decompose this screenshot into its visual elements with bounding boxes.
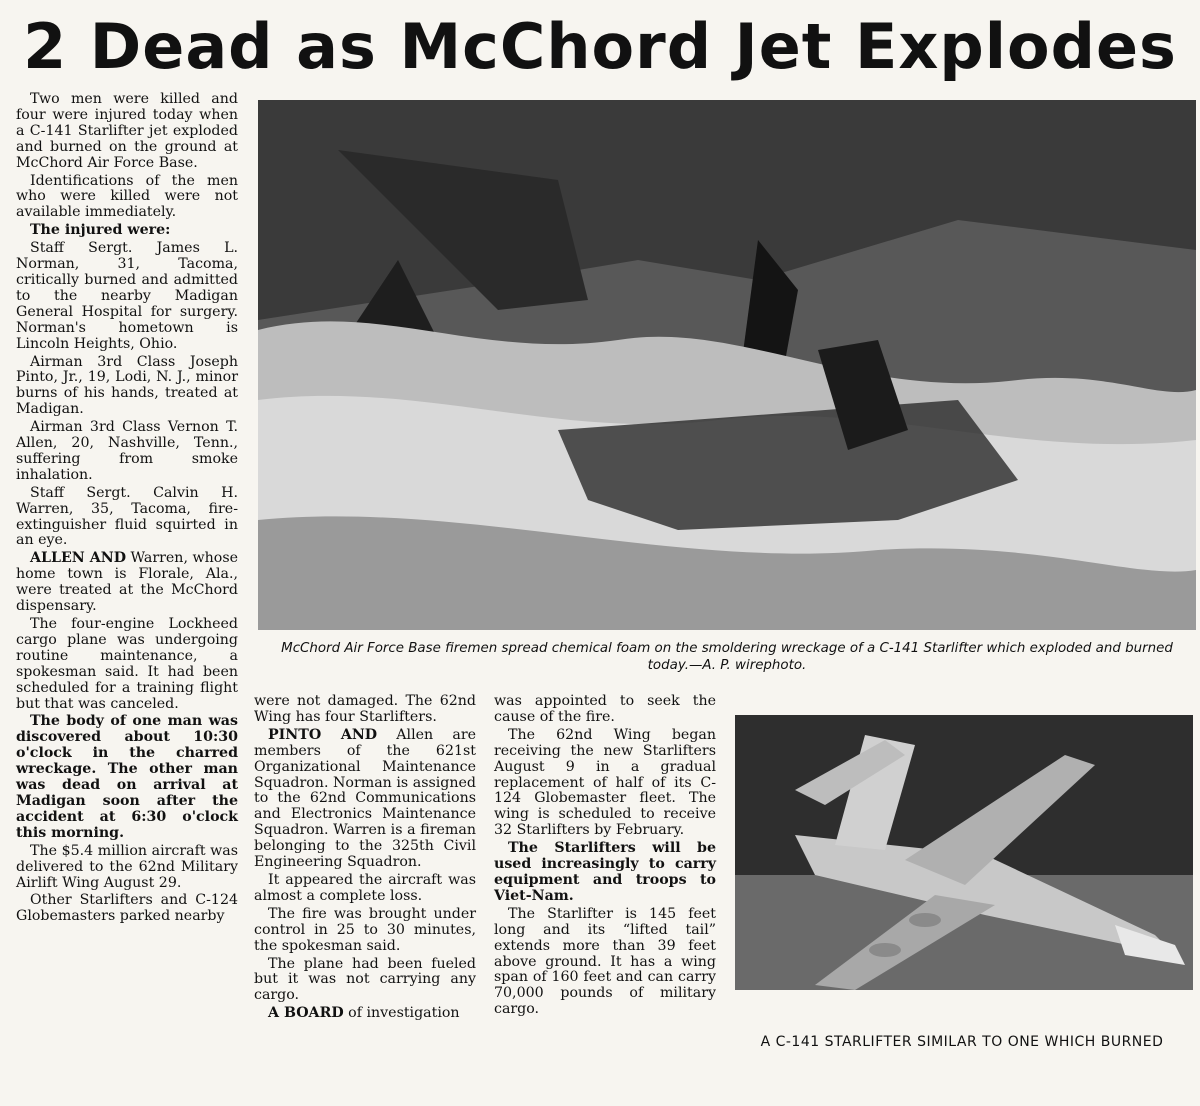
- article-column-3: [494, 694, 716, 1020]
- paragraph-text: of investigation: [343, 1005, 460, 1022]
- article-paragraph: [16, 486, 238, 550]
- paragraph-lead: ALLEN AND: [30, 550, 126, 567]
- paragraph-text: The Starlifters will be used increasingly to carry equipment and troops to Viet-Nam.: [494, 840, 716, 904]
- paragraph-text: were not damaged. The 62nd Wing has four Starlifters.: [254, 693, 476, 725]
- paragraph-text: The fire was brought under control in 25 to 30 minutes, the spokesman said.: [254, 905, 476, 954]
- paragraph-text: The injured were:: [30, 222, 171, 239]
- wreckage-photo-caption: McChord Air Force Base firemen spread chemical foam on the smoldering wreckage of a C-141 Starlifter which exploded and burned today.—A. P. wirephoto.: [281, 641, 1173, 673]
- article-paragraph: [254, 694, 476, 726]
- article-column-1: [16, 92, 238, 927]
- paragraph-text: Other Starlifters and C-124 Globemasters parked nearby: [16, 892, 238, 925]
- paragraph-lead: PINTO AND: [268, 726, 378, 743]
- article-paragraph: [16, 551, 238, 615]
- article-paragraph: [16, 355, 238, 419]
- article-paragraph: [16, 844, 238, 892]
- article-paragraph: [16, 223, 238, 239]
- paragraph-text: Airman 3rd Class Joseph Pinto, Jr., 19, Lodi, N. J., minor burns of his hands, treated at Madigan.: [16, 353, 238, 418]
- article-paragraph: [254, 957, 476, 1005]
- article-paragraph: [254, 1006, 476, 1022]
- article-paragraph: [494, 907, 716, 1018]
- paragraph-text: It appeared the aircraft was almost a complete loss.: [254, 871, 476, 904]
- article-paragraph: [16, 714, 238, 841]
- paragraph-text: The plane had been fueled but it was not carrying any cargo.: [254, 955, 476, 1004]
- article-paragraph: [16, 92, 238, 172]
- paragraph-text: The body of one man was discovered about 10:30 o'clock in the charred wreckage. The other man was dead on arrival at Madigan soon after the accident at 6:30 o'clock this morning.: [16, 713, 238, 841]
- paragraph-text: Allen are members of the 621st Organizational Maintenance Squadron. Norman is assigned to the 62nd Communications and Electronics Maintenance Squadron. Warren is a fireman belonging to the 325th Civil Engineering Squadron.: [254, 726, 476, 871]
- article-paragraph: [16, 420, 238, 484]
- article-paragraph: [16, 174, 238, 222]
- article-paragraph: [16, 617, 238, 712]
- article-paragraph: [16, 893, 238, 925]
- paragraph-text: Staff Sergt. Calvin H. Warren, 35, Tacoma, fire-extinguisher fluid squirted in an eye.: [16, 484, 238, 549]
- article-paragraph: [494, 841, 716, 905]
- paragraph-text: The four-engine Lockheed cargo plane was undergoing routine maintenance, a spokesman said. It had been scheduled for a training flight but that was canceled.: [16, 616, 238, 712]
- paragraph-text: Identifications of the men who were killed were not available immediately.: [16, 172, 238, 221]
- article-paragraph: [16, 241, 238, 352]
- article-paragraph: [494, 728, 716, 839]
- article-paragraph: [254, 873, 476, 905]
- paragraph-text: was appointed to seek the cause of the fire.: [494, 693, 716, 725]
- article-paragraph: [494, 694, 716, 726]
- starlifter-photo-caption: A C-141 STARLIFTER SIMILAR TO ONE WHICH BURNED: [760, 1034, 1164, 1050]
- starlifter-photo: [735, 715, 1193, 990]
- paragraph-text: Staff Sergt. James L. Norman, 31, Tacoma, critically burned and admitted to the nearby Madigan General Hospital for surgery. Norman's hometown is Lincoln Heights, Ohio.: [16, 240, 238, 352]
- paragraph-text: Warren, whose home town is Florale, Ala., were treated at the McChord dispensary.: [16, 550, 238, 615]
- wreckage-photo: [258, 100, 1196, 630]
- article-paragraph: [254, 728, 476, 871]
- paragraph-text: Airman 3rd Class Vernon T. Allen, 20, Nashville, Tenn., suffering from smoke inhalation.: [16, 419, 238, 483]
- paragraph-text: The $5.4 million aircraft was delivered to the 62nd Military Airlift Wing August 29.: [16, 842, 238, 891]
- article-column-2: [254, 694, 476, 1024]
- paragraph-text: The Starlifter is 145 feet long and its “lifted tail” extends more than 39 feet above ground. It has a wing span of 160 feet and can carry 70,000 pounds of military cargo.: [494, 905, 716, 1018]
- paragraph-lead: A BOARD: [268, 1005, 344, 1022]
- paragraph-text: Two men were killed and four were injured today when a C-141 Starlifter jet exploded and burned on the ground at McChord Air Force Base.: [16, 91, 238, 171]
- paragraph-text: The 62nd Wing began receiving the new Starlifters August 9 in a gradual replacement of half of its C-124 Globemaster fleet. The wing is scheduled to receive 32 Starlifters by February.: [494, 726, 716, 839]
- article-paragraph: [254, 907, 476, 955]
- headline: 2 Dead as McChord Jet Explodes: [23, 10, 1177, 83]
